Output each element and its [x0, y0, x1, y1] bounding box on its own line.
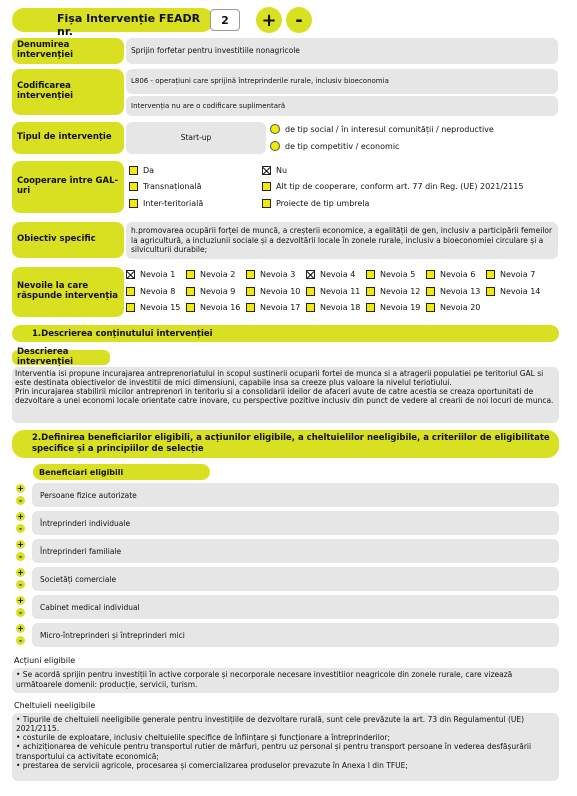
tip-field[interactable]: Start-up	[126, 122, 266, 154]
nevoia-19-checkbox[interactable]: Nevoia 19	[366, 303, 420, 312]
checkbox-icon	[129, 182, 138, 191]
checkbox-icon	[426, 287, 435, 296]
nevoia-17-checkbox[interactable]: Nevoia 17	[246, 303, 300, 312]
actiuni-field[interactable]: • Se acordă sprijin pentru investiții în active corporale și necorporale necesare investitiior neagricole din zonele rurale, care vizează următoarele domenii: producție, servicii, turism.	[12, 668, 559, 693]
form-title: Fișa Intervenție FEADR nr.	[57, 12, 201, 38]
checkbox-da[interactable]: Da	[129, 166, 154, 175]
radio-icon	[270, 141, 280, 151]
checkbox-icon	[262, 199, 271, 208]
add-beneficiar-button[interactable]: +	[17, 623, 24, 633]
checkbox-icon	[486, 270, 495, 279]
checkbox-icon	[366, 303, 375, 312]
checkbox-icon	[246, 287, 255, 296]
remove-form-button[interactable]: -	[286, 7, 312, 33]
nevoia-8-checkbox[interactable]: Nevoia 8	[126, 287, 175, 296]
beneficiar-field[interactable]: Societăți comerciale	[32, 567, 559, 591]
denumire-label: Denumirea intervenției	[12, 38, 124, 64]
checkbox-nu[interactable]: Nu	[262, 166, 287, 175]
checkbox-icon	[246, 270, 255, 279]
nevoia-14-checkbox[interactable]: Nevoia 14	[486, 287, 540, 296]
nevoi-label: Nevoile la care răspunde intervenția	[12, 267, 124, 317]
nevoia-11-checkbox[interactable]: Nevoia 11	[306, 287, 360, 296]
denumire-field[interactable]: Sprijin forfetar pentru investitiile nonagricole	[126, 38, 558, 64]
add-beneficiar-button[interactable]: +	[17, 595, 24, 605]
checkbox-icon	[186, 287, 195, 296]
remove-beneficiar-button[interactable]: -	[16, 636, 25, 645]
cheltuiala-item: • costurile de exploatare, inclusiv cheltuielile specifice de înființare și funcționare a întreprinderilor;	[16, 733, 391, 743]
checked-checkbox-icon	[262, 166, 271, 175]
form-number-field[interactable]: 2	[210, 9, 240, 31]
cooperare-label: Cooperare între GAL-uri	[12, 161, 124, 213]
checkbox-icon	[306, 287, 315, 296]
nevoia-12-checkbox[interactable]: Nevoia 12	[366, 287, 420, 296]
nevoia-10-checkbox[interactable]: Nevoia 10	[246, 287, 300, 296]
cheltuieli-label: Cheltuieli neeligibile	[14, 701, 96, 710]
beneficiar-field[interactable]: Persoane fizice autorizate	[32, 483, 559, 507]
checkbox-icon	[366, 287, 375, 296]
nevoia-3-checkbox[interactable]: Nevoia 3	[246, 270, 295, 279]
descriere-label: Descrierea intervenției	[12, 350, 110, 365]
nevoia-2-checkbox[interactable]: Nevoia 2	[186, 270, 235, 279]
nevoia-5-checkbox[interactable]: Nevoia 5	[366, 270, 415, 279]
remove-beneficiar-button[interactable]: -	[16, 580, 25, 589]
checkbox-transnationala[interactable]: Transnațională	[129, 182, 201, 191]
checkbox-umbrela[interactable]: Proiecte de tip umbrela	[262, 199, 369, 208]
nevoia-13-checkbox[interactable]: Nevoia 13	[426, 287, 480, 296]
add-beneficiar-button[interactable]: +	[17, 539, 24, 549]
codificare-label: Codificarea intervenției	[12, 69, 124, 115]
nevoia-1-checkbox[interactable]: Nevoia 1	[126, 270, 175, 279]
beneficiar-field[interactable]: Întreprinderi individuale	[32, 511, 559, 535]
add-beneficiar-button[interactable]: +	[17, 483, 24, 493]
checkbox-icon	[426, 270, 435, 279]
actiuni-label: Acțiuni eligibile	[14, 656, 76, 665]
remove-beneficiar-button[interactable]: -	[16, 552, 25, 561]
option-social[interactable]: de tip social / în interesul comunității / neproductive	[270, 124, 494, 134]
section2-header: 2.Definirea beneficiarilor eligibili, a acțiunilor eligibile, a cheltuielilor neeligibile, a criteriilor de eligibilitate specifice și a principiilor de selecție	[12, 430, 559, 458]
checkbox-alt-tip[interactable]: Alt tip de cooperare, conform art. 77 din Reg. (UE) 2021/2115	[262, 182, 523, 191]
checkbox-icon	[262, 182, 271, 191]
beneficiari-label: Beneficiari eligibili	[33, 464, 210, 480]
nevoia-18-checkbox[interactable]: Nevoia 18	[306, 303, 360, 312]
add-form-button[interactable]: +	[256, 7, 282, 33]
nevoia-6-checkbox[interactable]: Nevoia 6	[426, 270, 475, 279]
add-beneficiar-button[interactable]: +	[17, 567, 24, 577]
tip-label: Tipul de intervenție	[12, 122, 124, 154]
checkbox-icon	[366, 270, 375, 279]
add-beneficiar-button[interactable]: +	[17, 511, 24, 521]
checked-checkbox-icon	[126, 270, 135, 279]
nevoia-7-checkbox[interactable]: Nevoia 7	[486, 270, 535, 279]
codificare-field[interactable]: L806 - operațiuni care sprijină întreprinderile rurale, inclusiv bioeconomia	[126, 69, 558, 94]
checkbox-icon	[486, 287, 495, 296]
checkbox-icon	[126, 303, 135, 312]
checkbox-icon	[129, 199, 138, 208]
nevoia-20-checkbox[interactable]: Nevoia 20	[426, 303, 480, 312]
remove-beneficiar-button[interactable]: -	[16, 608, 25, 617]
beneficiari-list	[12, 483, 560, 649]
nevoia-15-checkbox[interactable]: Nevoia 15	[126, 303, 180, 312]
obiectiv-field[interactable]: h.promovarea ocupării forței de muncă, a creșterii economice, a egalității de gen, inclusiv a participării femeilor la agricultură, a incluziunii sociale și a dezvoltării locale în zonele rurale, inclusiv a bioeconomiei circulare și a silviculturii durabile;	[126, 222, 558, 259]
obiectiv-label: Obiectiv specific	[12, 222, 124, 258]
descriere-field[interactable]: Interventia isi propune incurajarea antreprenoriatului in scopul sustinerii ocuparii fortei de munca si a atragerii populatiei pe teritoriul GAL si este destinata obiectivelor de investitii de mici dimensiuni, capabile insa sa creeze plus valoare la nivelul teriotiului. Prin incurajarea stabilirii micilor antreprenori in teritoriu si a consolidarii ideilor de afaceri avute de catre acestia se creaza oportunitati de dezvoltare a unei economi locale orientate catre inovare, cu perspective pozitive inclusiv din punct de vedere al crearii de noi locuri de munca.	[12, 367, 559, 423]
remove-beneficiar-button[interactable]: -	[16, 496, 25, 505]
section1-header: 1.Descrierea conținutului intervenției	[12, 325, 559, 342]
checkbox-interteritoriala[interactable]: Inter-teritorială	[129, 199, 203, 208]
cheltuieli-field[interactable]	[12, 713, 559, 781]
checkbox-icon	[426, 303, 435, 312]
checked-checkbox-icon	[306, 270, 315, 279]
checkbox-icon	[186, 270, 195, 279]
remove-beneficiar-button[interactable]: -	[16, 524, 25, 533]
beneficiar-field[interactable]: Micro-întreprinderi și întreprinderi mici	[32, 623, 559, 647]
beneficiar-field[interactable]: Cabinet medical individual	[32, 595, 559, 619]
option-competitiv[interactable]: de tip competitiv / economic	[270, 141, 399, 151]
cheltuiala-item: • achiziționarea de vehicule pentru transportul rutier de mărfuri, pentru uz personal și pentru transport persoane în vederea desfășurării transportului ca activitate economică;	[16, 742, 532, 761]
checkbox-icon	[129, 166, 138, 175]
beneficiar-field[interactable]: Întreprinderi familiale	[32, 539, 559, 563]
radio-icon	[270, 124, 280, 134]
codificare-extra-field[interactable]: Intervenția nu are o codificare suplimentară	[126, 96, 558, 116]
checkbox-icon	[306, 303, 315, 312]
checkbox-icon	[186, 303, 195, 312]
nevoia-16-checkbox[interactable]: Nevoia 16	[186, 303, 240, 312]
nevoi-grid	[124, 267, 574, 319]
cheltuiala-item: • prestarea de servicii agricole, procesarea și comercializarea produselor prevazute în Anexa I din TFUE;	[16, 760, 408, 770]
form-header	[12, 8, 214, 38]
checkbox-icon	[126, 287, 135, 296]
checkbox-icon	[246, 303, 255, 312]
nevoia-9-checkbox[interactable]: Nevoia 9	[186, 287, 235, 296]
cheltuiala-item: • Tipurile de cheltuieli neeligibile generale pentru investițiile de dezvoltare rurală, sunt cele prevăzute la art. 73 din Regulamentul (UE) 2021/2115.	[16, 715, 525, 734]
nevoia-4-checkbox[interactable]: Nevoia 4	[306, 270, 355, 279]
